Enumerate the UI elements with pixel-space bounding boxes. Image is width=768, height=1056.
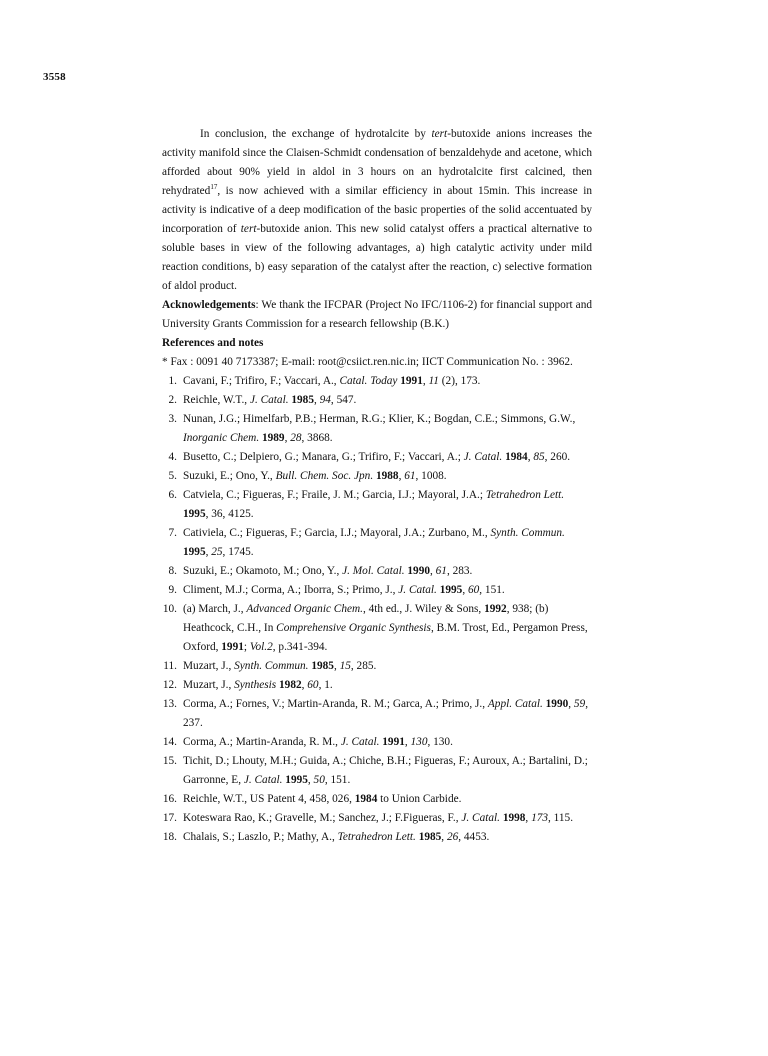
- text-segment: In conclusion, the exchange of hydrotalcite by: [200, 128, 432, 140]
- italic-text: Tetrahedron Lett.: [337, 831, 416, 843]
- reference-text: [183, 527, 565, 558]
- reference-number: 7.: [168, 527, 177, 539]
- text-segment: ,: [307, 774, 314, 786]
- italic-text: 130: [410, 736, 428, 748]
- bold-text: 1985: [291, 394, 314, 406]
- reference-text: [183, 793, 461, 805]
- italic-text: Tetrahedron Lett.: [485, 489, 565, 501]
- italic-text: 59: [573, 698, 586, 710]
- text-segment: , p.341-394.: [272, 641, 328, 653]
- italic-text: Advanced Organic Chem.: [246, 603, 363, 615]
- text-segment: ,: [525, 812, 532, 824]
- bold-text: 1985: [418, 831, 442, 843]
- reference-item: [162, 581, 592, 600]
- text-segment: Cavani, F.; Trifiro, F.; Vaccari, A.,: [183, 375, 340, 387]
- reference-number: 16.: [162, 793, 177, 805]
- page-number: 3558: [43, 71, 66, 83]
- italic-text: 173: [531, 812, 549, 824]
- bold-text: 1995: [285, 774, 308, 786]
- text-segment: , 4th ed., J. Wiley & Sons,: [362, 603, 485, 615]
- bold-text: 1984: [505, 451, 528, 463]
- text-segment: Suzuki, E.; Okamoto, M.; Ono, Y.,: [183, 565, 343, 577]
- reference-text: [183, 413, 575, 444]
- reference-number: 17.: [162, 812, 177, 824]
- bold-text: 1982: [279, 679, 302, 691]
- italic-text: 25: [211, 546, 223, 558]
- reference-item: [162, 448, 592, 467]
- text-segment: ,: [429, 565, 436, 577]
- text-segment: to Union Carbide.: [377, 793, 462, 805]
- conclusion-paragraph: [162, 125, 592, 296]
- reference-item: [162, 467, 592, 486]
- bold-text: 1991: [382, 736, 405, 748]
- text-segment: Catviela, C.; Figueras, F.; Fraile, J. M.; Garcia, I.J.; Mayoral, J.A.;: [183, 489, 486, 501]
- text-segment: Cativiela, C.; Figueras, F.; Garcia, I.J.; Mayoral, J.A.; Zurbano, M.,: [183, 527, 491, 539]
- italic-text: 85: [533, 451, 545, 463]
- text-segment: , 3868.: [301, 432, 333, 444]
- bold-text: 1991: [221, 641, 244, 653]
- text-segment: ,: [398, 470, 405, 482]
- italic-text: 11: [428, 375, 439, 387]
- reference-text: [183, 470, 447, 482]
- text-segment: Climent, M.J.; Corma, A.; Iborra, S.; Primo, J.,: [183, 584, 399, 596]
- reference-number: 12.: [162, 679, 177, 691]
- bold-text: 1989: [261, 432, 285, 444]
- reference-text: [183, 375, 480, 387]
- italic-text: 60: [307, 679, 319, 691]
- text-segment: , 285.: [350, 660, 377, 672]
- reference-number: 9.: [168, 584, 177, 596]
- acknowledgements-text: : We thank the IFCPAR (Project No IFC/1106-2) for financial support and University Grants Commission for a research fellowship (B.K.): [162, 299, 592, 330]
- italic-text: J. Catal.: [243, 774, 283, 786]
- text-segment: (2), 173.: [438, 375, 481, 387]
- text-segment: , 151.: [324, 774, 351, 786]
- text-segment: ,: [441, 831, 447, 843]
- reference-item: [162, 410, 592, 448]
- reference-item: [162, 600, 592, 657]
- text-segment: -butoxide anion. This new solid catalyst offers a practical alternative to soluble bases in view of the following advantages, a) high catalytic activity under mild reaction conditions, b) easy separation of the catalyst after the reaction, c) selective formation of aldol product.: [162, 223, 592, 292]
- reference-item: [162, 562, 592, 581]
- bold-text: 1992: [484, 603, 507, 615]
- bold-text: 1995: [439, 584, 463, 596]
- bold-text: 1995: [183, 508, 206, 520]
- reference-number: 11.: [163, 660, 177, 672]
- text-segment: , 130.: [427, 736, 453, 748]
- reference-number: 5.: [168, 470, 177, 482]
- italic-text: 61: [404, 470, 416, 482]
- text-segment: , is now achieved with a similar efficiency in about 15min. This increase in activity is indicative of a deep modification of the basic properties of the solid accentuated by incorporation of: [162, 185, 592, 235]
- bold-text: 1988: [375, 470, 399, 482]
- reference-text: [183, 679, 333, 691]
- reference-number: 10.: [162, 603, 177, 615]
- bold-text: 1985: [311, 660, 334, 672]
- text-segment: Chalais, S.; Laszlo, P.; Mathy, A.,: [183, 831, 338, 843]
- text-segment: , 151.: [479, 584, 505, 596]
- text-segment: ,: [404, 736, 411, 748]
- text-segment: (a) March, J.,: [183, 603, 247, 615]
- text-segment: ,: [568, 698, 574, 710]
- italic-text: J. Catal.: [340, 736, 380, 748]
- text-segment: Koteswara Rao, K.; Gravelle, M.; Sanchez, J.; F.Figueras, F.,: [183, 812, 462, 824]
- text-segment: Busetto, C.; Delpiero, G.; Manara, G.; Trifiro, F.; Vaccari, A.;: [183, 451, 464, 463]
- reference-text: [183, 565, 472, 577]
- text-segment: Corma, A.; Martin-Aranda, R. M.,: [183, 736, 341, 748]
- text-segment: , 938; (b) Heathcock, C.H., In: [183, 603, 549, 634]
- reference-text: [183, 812, 573, 824]
- text-segment: , 1.: [318, 679, 333, 691]
- italic-text: tert: [240, 223, 257, 235]
- italic-text: 28: [290, 432, 302, 444]
- bold-text: 1984: [354, 793, 378, 805]
- text-segment: Corma, A.; Fornes, V.; Martin-Aranda, R. M.; Garca, A.; Primo, J.,: [183, 698, 488, 710]
- italic-text: 15: [339, 660, 351, 672]
- italic-text: Synth. Commun.: [234, 660, 309, 672]
- reference-text: [183, 755, 588, 786]
- reference-number: 14.: [162, 736, 177, 748]
- acknowledgements-paragraph: [162, 296, 592, 334]
- text-segment: , B.M. Trost, Ed., Pergamon Press, Oxford,: [183, 622, 588, 653]
- references-heading: References and notes: [162, 337, 264, 349]
- reference-number: 13.: [162, 698, 177, 710]
- reference-text: [183, 451, 570, 463]
- text-segment: Tichit, D.; Lhouty, M.H.; Guida, A.; Chiche, B.H.; Figueras, F.; Auroux, A.; Bartalini, D.; Garronne, E,: [183, 755, 588, 786]
- bold-text: 1995: [183, 546, 206, 558]
- bold-text: 1990: [545, 698, 569, 710]
- italic-text: Vol.2: [249, 641, 273, 653]
- reference-number: 18.: [162, 831, 177, 843]
- bold-text: 1991: [400, 375, 423, 387]
- italic-text: 94: [319, 394, 331, 406]
- italic-text: J. Catal.: [463, 451, 503, 463]
- reference-text: [183, 489, 564, 520]
- reference-text: [183, 660, 376, 672]
- author-footnote: * Fax : 0091 40 7173387; E-mail: root@csiict.ren.nic.in; IICT Communication No. : 3962.: [162, 356, 573, 368]
- italic-text: Inorganic Chem.: [183, 432, 260, 444]
- text-segment: ,: [205, 546, 212, 558]
- text-segment: ,: [462, 584, 468, 596]
- text-segment: , 4453.: [458, 831, 490, 843]
- text-segment: ,: [301, 679, 308, 691]
- text-segment: , 36, 4125.: [205, 508, 254, 520]
- reference-item: [162, 828, 592, 847]
- text-segment: , 237.: [183, 698, 589, 729]
- reference-number: 1.: [168, 375, 177, 387]
- reference-text: [183, 736, 453, 748]
- text-segment: , 547.: [330, 394, 357, 406]
- reference-item: [162, 486, 592, 524]
- reference-text: [183, 831, 489, 843]
- text-segment: ,: [527, 451, 534, 463]
- italic-text: 60: [467, 584, 480, 596]
- italic-text: 26: [446, 831, 459, 843]
- reference-number: 4.: [168, 451, 177, 463]
- reference-number: 8.: [168, 565, 177, 577]
- italic-text: Appl. Catal.: [487, 698, 543, 710]
- text-segment: , 283.: [446, 565, 473, 577]
- text-segment: ,: [284, 432, 291, 444]
- text-segment: ,: [333, 660, 340, 672]
- italic-text: J. Catal.: [249, 394, 289, 406]
- citation-superscript: 17: [210, 183, 218, 192]
- reference-number: 15.: [162, 755, 177, 767]
- text-segment: Nunan, J.G.; Himelfarb, P.B.; Herman, R.G.; Klier, K.; Bogdan, C.E.; Simmons, G.W.,: [183, 413, 576, 425]
- italic-text: 61: [435, 565, 447, 577]
- reference-number: 3.: [168, 413, 177, 425]
- text-segment: Reichle, W.T.,: [183, 394, 250, 406]
- text-segment: ;: [243, 641, 250, 653]
- text-segment: , 260.: [544, 451, 571, 463]
- text-segment: , 1745.: [222, 546, 254, 558]
- text-segment: -butoxide anions increases the activity manifold since the Claisen-Schmidt condensation of benzaldehyde and acetone, which afforded about 90% yield in aldol in 3 hours on an hydrotalcite first calcined, then rehydrated: [162, 128, 592, 197]
- reference-text: [183, 584, 505, 596]
- reference-item: [162, 676, 592, 695]
- italic-text: Bull. Chem. Soc. Jpn.: [275, 470, 374, 482]
- bold-text: 1998: [502, 812, 526, 824]
- page-content: [162, 125, 592, 847]
- italic-text: tert: [431, 128, 448, 140]
- italic-text: J. Catal.: [461, 812, 500, 824]
- text-segment: Reichle, W.T., US Patent 4, 458, 026,: [183, 793, 355, 805]
- reference-text: [183, 698, 588, 729]
- reference-item: [162, 372, 592, 391]
- reference-text: [183, 603, 588, 653]
- reference-item: [162, 733, 592, 752]
- reference-item: [162, 809, 592, 828]
- reference-number: 2.: [168, 394, 177, 406]
- text-segment: Muzart, J.,: [183, 660, 235, 672]
- bold-text: 1990: [407, 565, 430, 577]
- text-segment: , 1008.: [415, 470, 447, 482]
- reference-list: [162, 372, 592, 847]
- reference-item: [162, 695, 592, 733]
- reference-item: [162, 524, 592, 562]
- text-segment: , 115.: [548, 812, 574, 824]
- reference-item: [162, 391, 592, 410]
- text-segment: Muzart, J.,: [183, 679, 235, 691]
- reference-number: 6.: [168, 489, 177, 501]
- italic-text: Comprehensive Organic Synthesis: [276, 622, 431, 634]
- italic-text: Catal. Today: [339, 375, 398, 387]
- italic-text: Synth. Commun.: [490, 527, 565, 539]
- italic-text: 50: [313, 774, 325, 786]
- text-segment: ,: [313, 394, 320, 406]
- text-segment: ,: [422, 375, 429, 387]
- italic-text: Synthesis: [234, 679, 277, 691]
- reference-item: [162, 752, 592, 790]
- acknowledgements-label: Acknowledgements: [162, 299, 256, 311]
- text-segment: Suzuki, E.; Ono, Y.,: [183, 470, 276, 482]
- reference-item: [162, 790, 592, 809]
- italic-text: J. Catal.: [398, 584, 437, 596]
- reference-item: [162, 657, 592, 676]
- reference-text: [183, 394, 356, 406]
- italic-text: J. Mol. Catal.: [342, 565, 405, 577]
